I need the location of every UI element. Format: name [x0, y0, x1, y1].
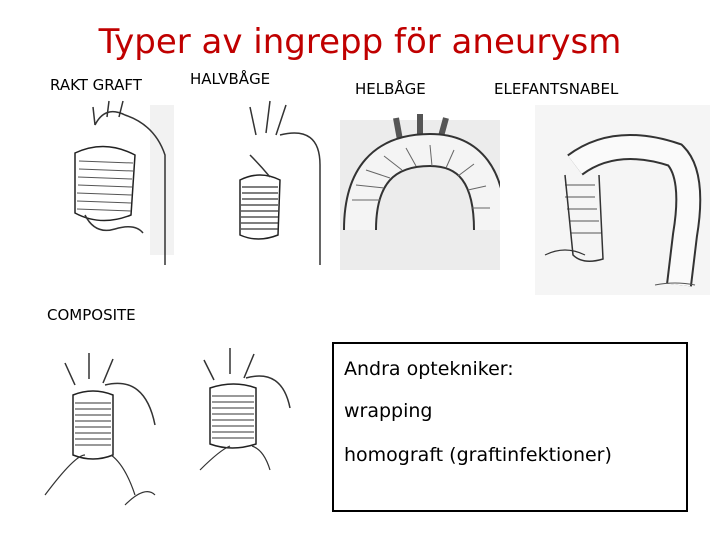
illustration-helbage — [340, 110, 500, 270]
illustration-composite-2 — [180, 340, 320, 490]
label-composite: COMPOSITE — [47, 306, 136, 324]
slide-title: Typer av ingrepp för aneurysm — [98, 22, 622, 62]
illustration-halvbage — [210, 95, 330, 275]
box-item-wrapping: wrapping — [344, 400, 433, 422]
illustration-composite-1 — [35, 345, 165, 515]
box-heading: Andra optekniker: — [344, 358, 514, 380]
label-elefantsnabel: ELEFANTSNABEL — [494, 80, 619, 98]
illustration-elefantsnabel — [535, 105, 710, 300]
label-rakt-graft: RAKT GRAFT — [50, 76, 142, 94]
other-techniques-box — [332, 342, 688, 512]
illustration-rakt-graft — [35, 95, 175, 265]
label-halvbage: HALVBÅGE — [190, 70, 271, 88]
label-helbage: HELBÅGE — [355, 80, 426, 98]
box-item-homograft: homograft (graftinfektioner) — [344, 444, 612, 466]
